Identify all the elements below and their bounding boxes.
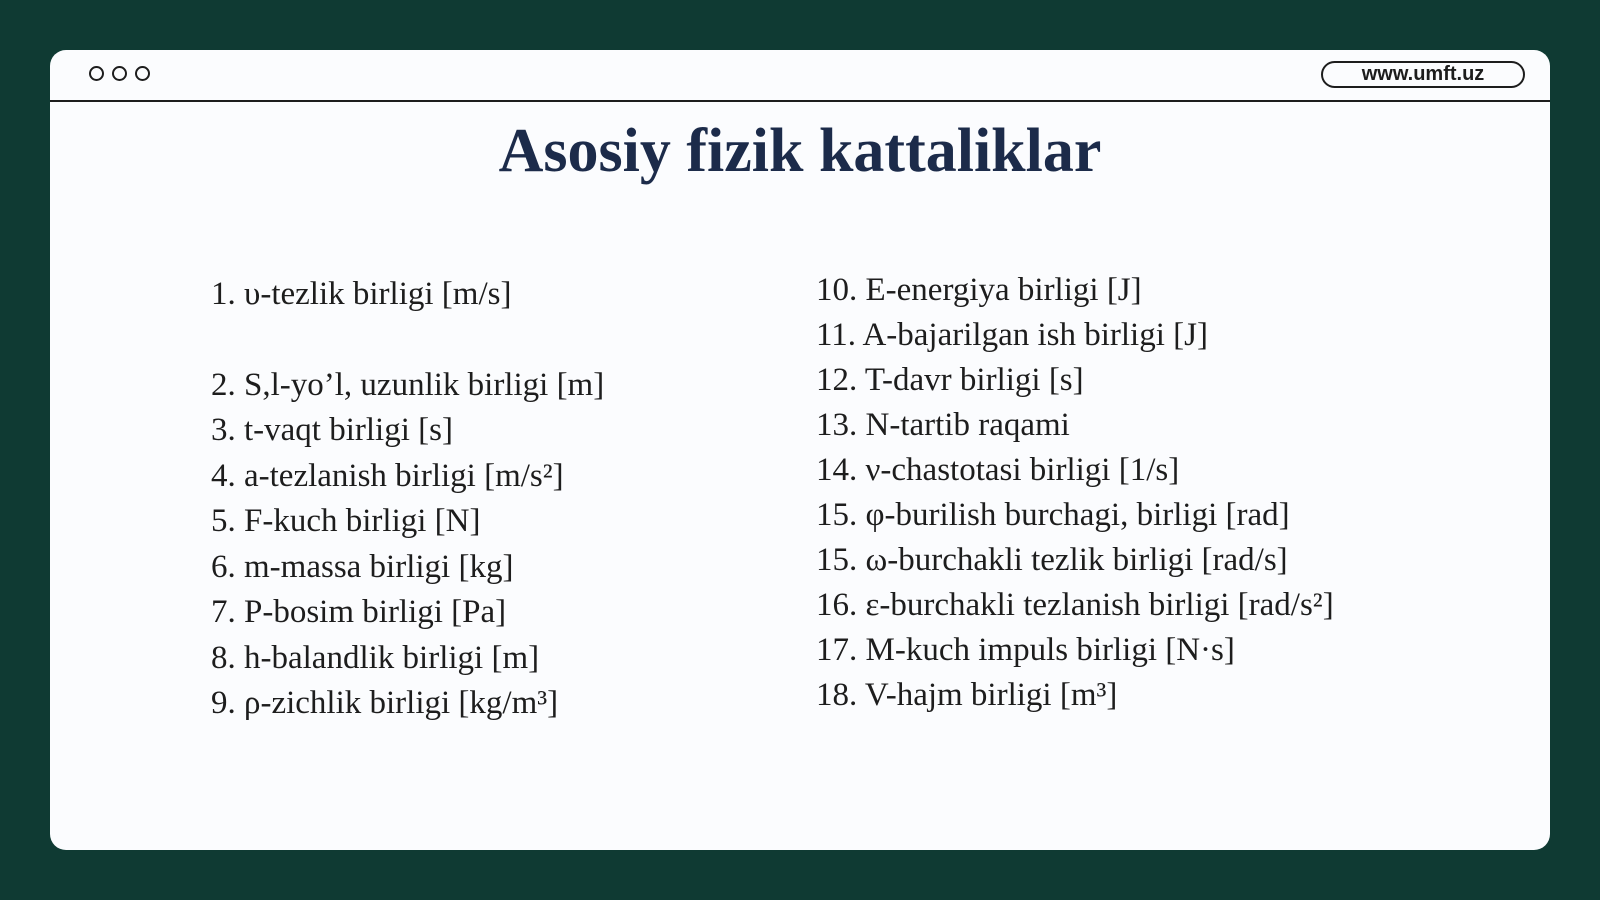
dot-icon xyxy=(112,66,127,81)
list-item: 18. V-hajm birligi [m³] xyxy=(816,677,1118,713)
page-title: Asosiy fizik kattaliklar xyxy=(498,117,1102,185)
website-url-badge: www.umft.uz xyxy=(1321,61,1525,88)
quantities-list-left xyxy=(211,272,681,727)
dot-icon xyxy=(135,66,150,81)
list-item: 10. E-energiya birligi [J] xyxy=(816,272,1142,308)
list-item: 17. M-kuch impuls birligi [N·s] xyxy=(816,632,1235,668)
list-item: 6. m-massa birligi [kg] xyxy=(211,548,514,585)
list-item: 4. a-tezlanish birligi [m/s²] xyxy=(211,457,564,494)
list-item: 7. P-bosim birligi [Pa] xyxy=(211,594,507,630)
list-item: 2. S,l-yo’l, uzunlik birligi [m] xyxy=(211,366,605,403)
list-item: 13. N-tartib raqami xyxy=(816,407,1070,443)
list-item: 11. A-bajarilgan ish birligi [J] xyxy=(816,317,1208,353)
quantities-list-right xyxy=(816,268,1376,718)
dot-icon xyxy=(89,66,104,81)
list-item: 1. υ-tezlik birligi [m/s] xyxy=(211,276,512,312)
window-controls xyxy=(89,66,150,81)
list-item: 8. h-balandlik birligi [m] xyxy=(211,639,540,676)
list-item: 9. ρ-zichlik birligi [kg/m³] xyxy=(211,685,559,721)
list-item: 15. φ-burilish burchagi, birligi [rad] xyxy=(816,497,1290,533)
list-item: 16. ε-burchakli tezlanish birligi [rad/s²] xyxy=(816,587,1334,623)
window-top-bar xyxy=(50,50,1550,102)
slide-card xyxy=(50,50,1550,850)
list-item: 3. t-vaqt birligi [s] xyxy=(211,412,453,448)
list-item: 15. ω-burchakli tezlik birligi [rad/s] xyxy=(816,542,1288,578)
list-item: 5. F-kuch birligi [N] xyxy=(211,503,481,539)
list-item: 14. ν-chastotasi birligi [1/s] xyxy=(816,452,1180,488)
list-item: 12. T-davr birligi [s] xyxy=(816,362,1084,398)
